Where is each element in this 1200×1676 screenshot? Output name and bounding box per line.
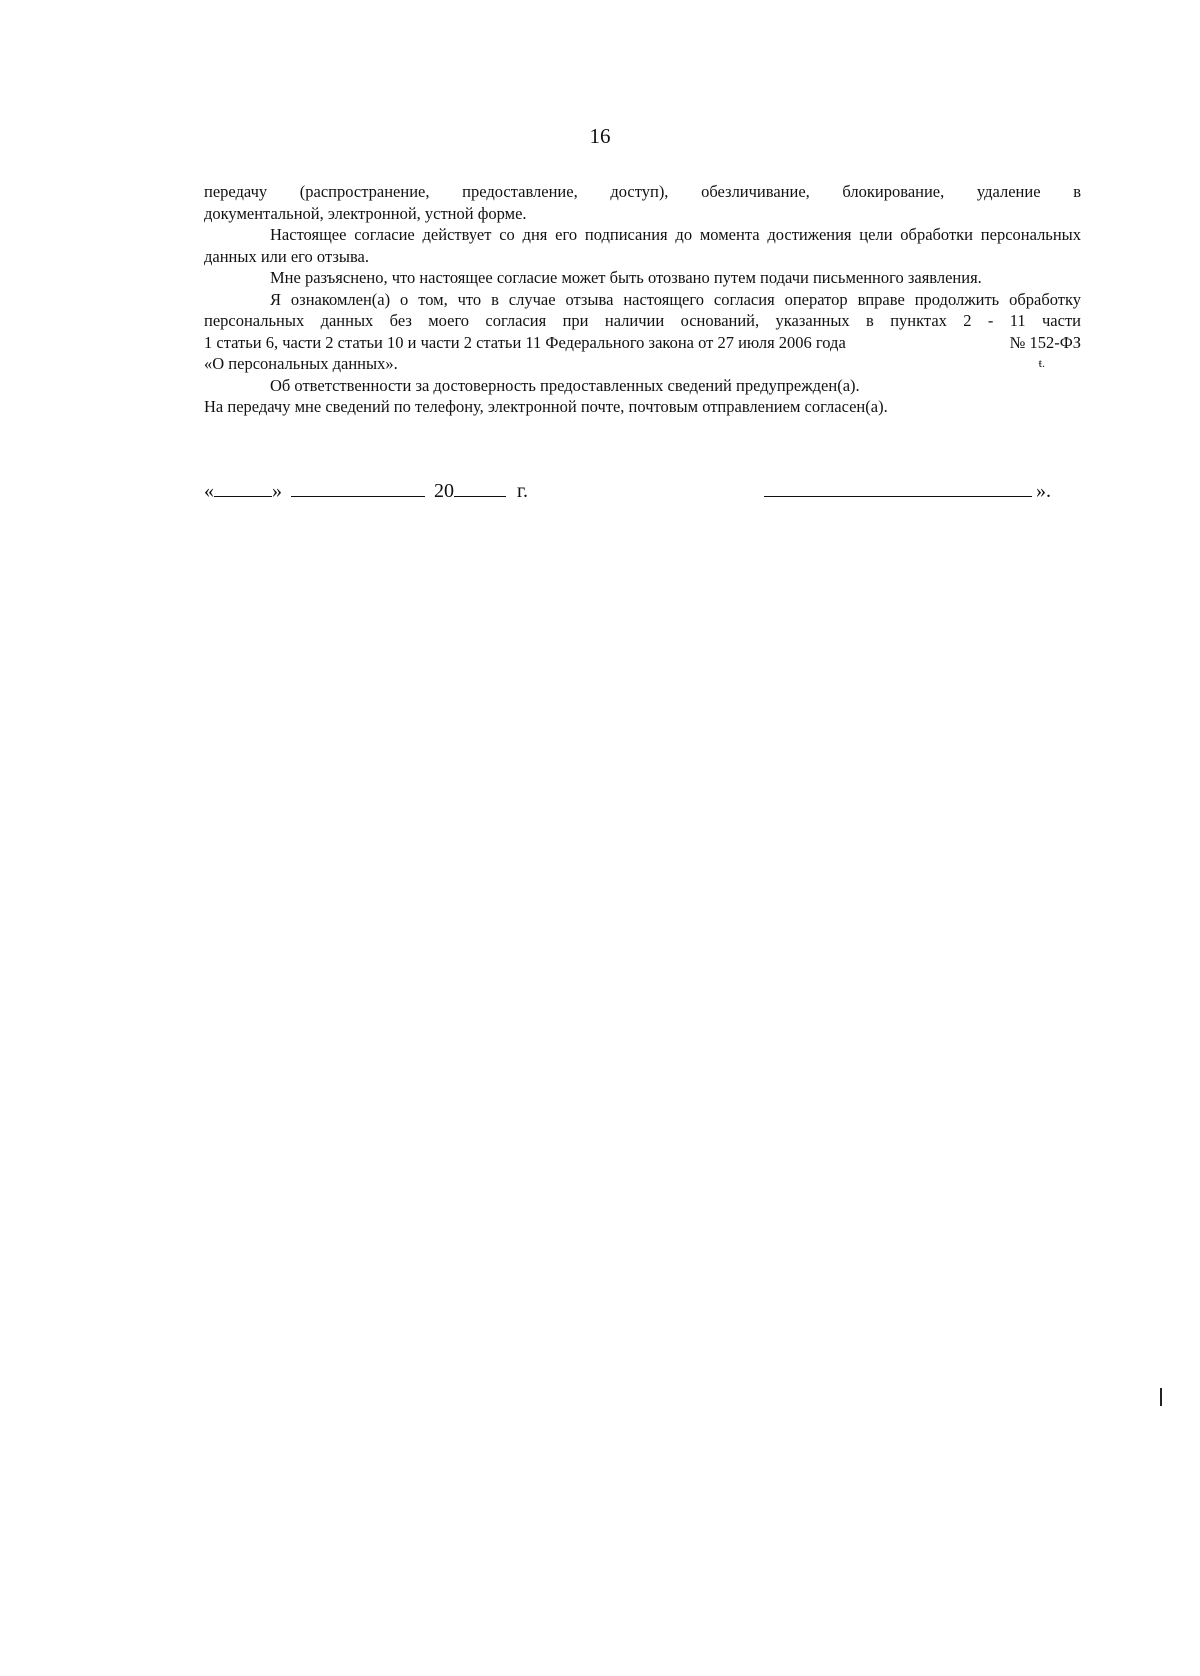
- month-blank[interactable]: [291, 476, 425, 497]
- processing-actions-text: передачу (распространение, предоставление, доступ), обезличивание, блокирование, удаление в: [204, 182, 1081, 201]
- day-blank[interactable]: [214, 476, 272, 497]
- paragraph-validity: Настоящее согласие действует со дня его подписания до момента достижения цели обработки персональных данных или его отзыва.: [204, 225, 1081, 266]
- paragraph-acknowledgement: [204, 289, 1081, 375]
- law-title: «О персональных данных».: [204, 354, 398, 373]
- paragraph-processing-actions: [204, 181, 1081, 224]
- date-field: [204, 476, 528, 504]
- consent-body: [204, 181, 1081, 418]
- margin-mark: ŧ.: [1038, 356, 1045, 370]
- law-reference-line: [204, 332, 1081, 354]
- acknowledgement-text: Я ознакомлен(а) о том, что в случае отзыва настоящего согласия оператор вправе продолжить обработку персональных данных без моего согласия при наличии оснований, указанных в пунктах 2 - 11 части: [204, 289, 1081, 330]
- scan-artifact-mark: [1160, 1388, 1162, 1406]
- signature-field: [764, 476, 1051, 504]
- processing-actions-line: [204, 181, 1081, 203]
- law-title-line: [204, 353, 1081, 375]
- page-number: 16: [589, 124, 611, 148]
- law-reference-text: 1 статьи 6, части 2 статьи 10 и части 2 статьи 11 Федерального закона от 27 июля 2006 года: [204, 332, 846, 352]
- signature-close: ».: [1036, 480, 1051, 502]
- law-number: № 152-ФЗ: [1009, 332, 1081, 352]
- paragraph-withdrawal: Мне разъяснено, что настоящее согласие может быть отозвано путем подачи письменного заявления.: [270, 268, 982, 287]
- year-blank[interactable]: [454, 476, 506, 497]
- date-open-quote: «: [204, 480, 214, 502]
- year-prefix: 20: [434, 480, 454, 502]
- date-close-quote: »: [272, 480, 282, 502]
- year-suffix: г.: [517, 480, 528, 502]
- signature-blank[interactable]: [764, 476, 1032, 497]
- paragraph-responsibility: Об ответственности за достоверность предоставленных сведений предупрежден(а).: [270, 375, 860, 395]
- date-signature-row: [204, 476, 1081, 506]
- processing-form-text: документальной, электронной, устной форме.: [204, 203, 527, 223]
- paragraph-communication-consent: На передачу мне сведений по телефону, электронной почте, почтовым отправлением согласен(а).: [204, 397, 888, 416]
